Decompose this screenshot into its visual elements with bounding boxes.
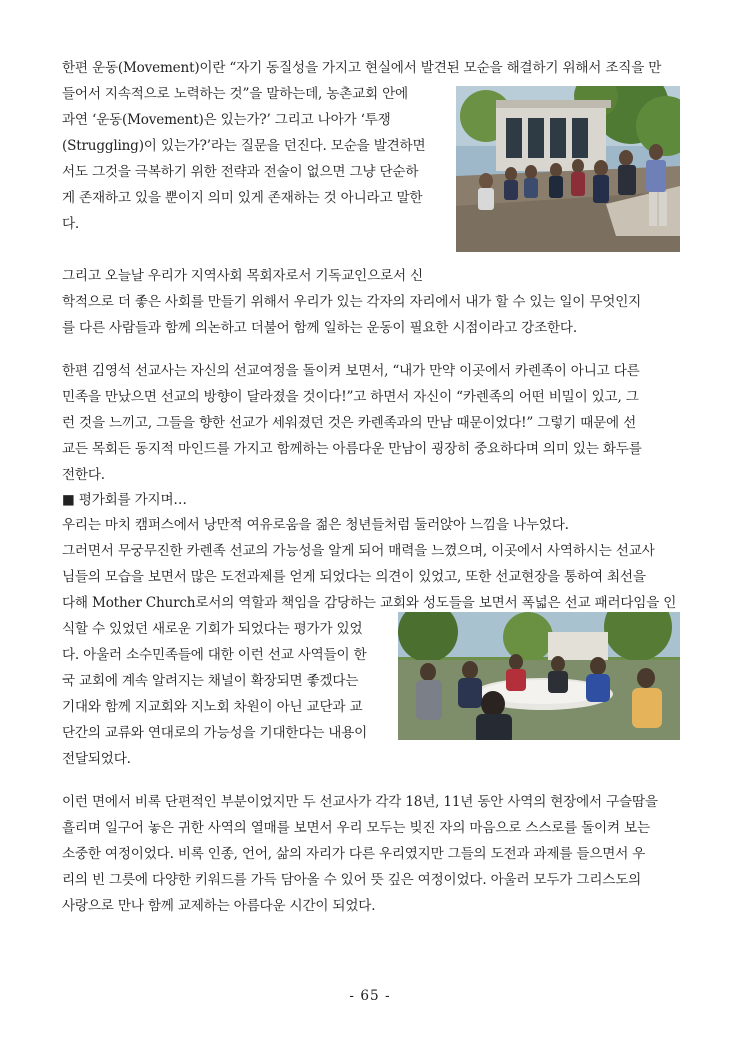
text-line: 다. 아울러 소수민족들에 대한 이런 선교 사역들이 한 — [62, 647, 367, 663]
text-line: 이런 면에서 비록 단편적인 부분이었지만 두 선교사가 각각 18년, 11년 동안 사역의 현장에서 구슬땀을 — [62, 794, 658, 810]
text-line: (Struggling)이 있는가?’라는 질문을 던진다. 모순을 발견하면 — [62, 138, 426, 154]
photo-table-discussion — [398, 612, 680, 740]
text-line: 전한다. — [62, 467, 105, 483]
text-line: 과연 ‘운동(Movement)은 있는가?’ 그리고 나아가 ‘투쟁 — [62, 112, 391, 128]
text-line: 님들의 모습을 보면서 많은 도전과제를 얻게 되었다는 의견이 있었고, 또한 선교현장을 통하여 최선을 — [62, 569, 646, 585]
text-line: 런 것을 느끼고, 그들을 향한 선교가 세워졌던 것은 카렌족과의 만남 때문이었다!” 그렇기 때문에 선 — [62, 415, 637, 431]
text-line: 들어서 지속적으로 노력하는 것”을 말하는데, 농촌교회 안에 — [62, 86, 408, 102]
text-line: 흘리며 일구어 놓은 귀한 사역의 열매를 보면서 우리 모두는 빚진 자의 마음으로 스스로를 돌이켜 보는 — [62, 820, 650, 836]
text-line: 한편 김영석 선교사는 자신의 선교여정을 돌이켜 보면서, “내가 만약 이곳에서 카렌족이 아니고 다른 — [62, 363, 640, 379]
text-line: 리의 빈 그릇에 다양한 키워드를 가득 담아올 수 있어 뜻 깊은 여정이었다. 아울러 모두가 그리스도의 — [62, 872, 642, 888]
text-line: 전달되었다. — [62, 751, 131, 767]
text-line: 그러면서 무궁무진한 카렌족 선교의 가능성을 알게 되어 매력을 느꼈으며, 이곳에서 사역하시는 선교사 — [62, 543, 655, 559]
text-line: 게 존재하고 있을 뿐이지 의미 있게 존재하는 것 아니라고 말한 — [62, 190, 423, 206]
text-line: 를 다른 사람들과 함께 의논하고 더불어 함께 일하는 운동이 필요한 시점이라고 강조한다. — [62, 320, 577, 336]
text-line: 우리는 마치 캠퍼스에서 낭만적 여유로움을 젊은 청년들처럼 둘러앉아 느낌을 나누었다. — [62, 517, 569, 533]
photo-outdoor-meeting — [456, 86, 680, 252]
text-line: 학적으로 더 좋은 사회를 만들기 위해서 우리가 있는 각자의 자리에서 내가 할 수 있는 일이 무엇인지 — [62, 294, 642, 310]
text-line: 사랑으로 만나 함께 교제하는 아름다운 시간이 되었다. — [62, 898, 376, 914]
text-line: 소중한 여정이었다. 비록 인종, 언어, 삶의 자리가 다른 우리였지만 그들의 도전과 과제를 들으면서 우 — [62, 846, 646, 862]
text-line: 식할 수 있었던 새로운 기회가 되었다는 평가가 있었 — [62, 621, 363, 637]
text-line: 기대와 함께 지교회와 지노회 차원이 아닌 교단과 교 — [62, 699, 363, 715]
text-line: 다해 Mother Church로서의 역할과 책임을 감당하는 교회와 성도들을 보면서 폭넓은 선교 패러다임을 인 — [62, 595, 677, 611]
section-heading: ■ 평가회를 가지며… — [62, 492, 187, 508]
text-line: 다. — [62, 216, 80, 232]
text-line: 그리고 오늘날 우리가 지역사회 목회자로서 기독교인으로서 신 — [62, 268, 423, 284]
text-line: 한편 운동(Movement)이란 “자기 동질성을 가지고 현실에서 발견된 모순을 해결하기 위해서 조직을 만 — [62, 60, 662, 76]
text-line: 교든 목회든 동지적 마인드를 가지고 함께하는 아름다운 만남이 굉장히 중요하다며 의미 있는 화두를 — [62, 441, 642, 457]
page-number: - 65 - — [349, 988, 391, 1004]
text-line: 국 교회에 계속 알려지는 채널이 확장되면 좋겠다는 — [62, 673, 359, 689]
text-line: 서도 그것을 극복하기 위한 전략과 전술이 없으면 그냥 단순하 — [62, 164, 419, 180]
text-line: 단간의 교류와 연대로의 가능성을 기대한다는 내용이 — [62, 725, 368, 741]
text-line: 민족을 만났으면 선교의 방향이 달라졌을 것이다!”고 하면서 자신이 “카렌족의 어떤 비밀이 있고, 그 — [62, 389, 639, 405]
